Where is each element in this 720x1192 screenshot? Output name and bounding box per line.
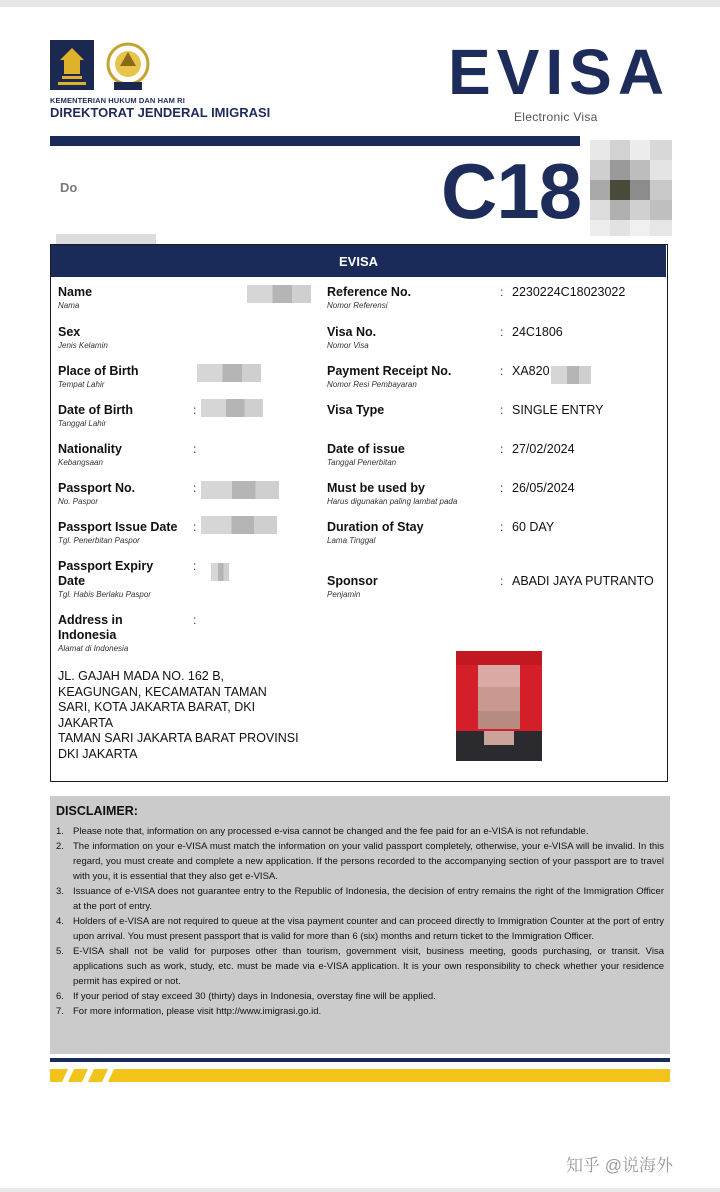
evisa-details-panel (50, 244, 668, 782)
redacted-place-of-birth (197, 364, 261, 382)
disclaimer-box (50, 796, 670, 1054)
field-name: Name Nama (58, 285, 93, 310)
redacted-expiry-date (211, 563, 229, 581)
field-place-of-birth: Place of Birth Tempat Lahir (58, 364, 139, 389)
redacted-receipt-no (551, 366, 591, 384)
field-nationality: Nationality Kebangsaan (58, 442, 122, 467)
colon: : (193, 520, 197, 534)
colon: : (193, 613, 197, 627)
footer-divider (50, 1058, 670, 1062)
disclaimer-item: 1. Please note that, information on any processed e-visa cannot be changed and the fee paid for an e-VISA is not refundable. (56, 826, 589, 837)
disclaimer-item: 6. If your period of stay exceed 30 (thirty) days in Indonesia, overstay fine will be applied. (56, 991, 436, 1002)
disclaimer-item: 2. The information on your e-VISA must match the information on your valid passport completely, otherwise, your e-VISA will be invalid. In this regard, you must create and complete a new application. If the persons recorded to the accompanying section of your passport are to travel with you, it is essential that they also get e-VISA. (56, 841, 664, 882)
source-watermark: 知乎 @说海外 (566, 1156, 673, 1175)
evisa-logo-subtitle: Electronic Visa (514, 110, 598, 124)
colon: : (500, 285, 504, 299)
field-sponsor: Sponsor Penjamin (327, 574, 378, 599)
field-passport-no: Passport No. No. Paspor (58, 481, 136, 506)
disclaimer-list (56, 824, 664, 1019)
field-duration-of-stay: Duration of Stay Lama Tinggal (327, 520, 424, 545)
redacted-name (247, 285, 311, 303)
field-date-of-issue: Date of issue Tanggal Penerbitan (327, 442, 405, 467)
field-passport-issue-date: Passport Issue Date Tgl. Penerbitan Paspor (58, 520, 178, 545)
disclaimer-item: 4. Holders of e-VISA are not required to queue at the visa payment counter and can proceed directly to Immigration Counter at the port of entry upon arrival. You must present passport that is valid for more than 6 (six) months and return ticket to the Immigration Officer. (56, 916, 664, 942)
field-passport-expiry-date: Passport Expiry Date Tgl. Habis Berlaku Paspor (58, 559, 154, 599)
disclaimer-title: DISCLAIMER: (56, 804, 138, 818)
bottom-strip (0, 1188, 720, 1192)
visa-type-value: SINGLE ENTRY (512, 403, 604, 417)
date-of-issue-value: 27/02/2024 (512, 442, 575, 456)
evisa-logo (448, 38, 668, 100)
disclaimer-item: 3. Issuance of e-VISA does not guarantee entry to the Republic of Indonesia, the decision of entry remains the right of the Immigration Officer at the port of entry. (56, 886, 664, 912)
colon: : (500, 481, 504, 495)
holder-photo-redacted (456, 651, 542, 761)
visa-no-value: 24C1806 (512, 325, 563, 339)
colon: : (500, 574, 504, 588)
document-label-redacted: Do (60, 180, 78, 195)
colon: : (500, 442, 504, 456)
colon: : (500, 325, 504, 339)
field-sex: Sex Jenis Kelamin (58, 325, 108, 350)
redacted-text-bar (56, 234, 156, 244)
field-date-of-birth: Date of Birth Tanggal Lahir (58, 403, 133, 428)
duration-of-stay-value: 60 DAY (512, 520, 555, 534)
colon: : (500, 403, 504, 417)
colon: : (500, 520, 504, 534)
footer-stripe-bar (50, 1069, 670, 1082)
field-address: Address in Indonesia Alamat di Indonesia (58, 613, 129, 653)
colon: : (193, 559, 197, 573)
evisa-logo-text: EVISA (448, 38, 668, 100)
reference-no-value: 2230224C18023022 (512, 285, 626, 299)
field-must-be-used-by: Must be used by Harus digunakan paling lambat pada (327, 481, 458, 506)
redacted-passport-no (201, 481, 279, 499)
ministry-emblem-logo (50, 40, 94, 90)
panel-title: EVISA (51, 245, 666, 277)
disclaimer-item: 7. For more information, please visit http://www.imigrasi.go.id. (56, 1006, 322, 1017)
immigration-seal-logo (100, 38, 156, 92)
redacted-date-of-birth (201, 399, 263, 417)
redaction-mosaic (590, 140, 672, 236)
visa-code: C18 (441, 147, 582, 235)
sponsor-value: ABADI JAYA PUTRANTO (512, 574, 654, 588)
address-text: JL. GAJAH MADA NO. 162 B, KEAGUNGAN, KECAMATAN TAMAN SARI, KOTA JAKARTA BARAT, DKI JAKARTA TAMAN SARI JAKARTA BARAT PROVINSI DKI JAKARTA (58, 669, 299, 761)
top-strip (0, 0, 720, 7)
directorate-name: DIREKTORAT JENDERAL IMIGRASI (50, 105, 271, 120)
redacted-issue-date (201, 516, 277, 534)
disclaimer-item: 5. E-VISA shall not be valid for purposes other than tourism, government visit, business meeting, goods purchasing, or transit. Visa applications such as work, study, etc. must be made via e-VISA application. It is your own responsibility to check whether your residence permit has expired or not. (56, 946, 664, 987)
header-divider (50, 136, 580, 146)
field-reference-no: Reference No. Nomor Referensi (327, 285, 412, 310)
must-be-used-by-value: 26/05/2024 (512, 481, 575, 495)
payment-receipt-no-value: XA820 (512, 364, 550, 378)
ministry-name: KEMENTERIAN HUKUM DAN HAM RI (50, 96, 185, 105)
colon: : (193, 481, 197, 495)
colon: : (500, 364, 504, 378)
field-payment-receipt-no: Payment Receipt No. Nomor Resi Pembayaran (327, 364, 452, 389)
colon: : (193, 403, 197, 417)
field-visa-type: Visa Type (327, 403, 385, 417)
field-visa-no: Visa No. Nomor Visa (327, 325, 377, 350)
colon: : (193, 442, 197, 456)
